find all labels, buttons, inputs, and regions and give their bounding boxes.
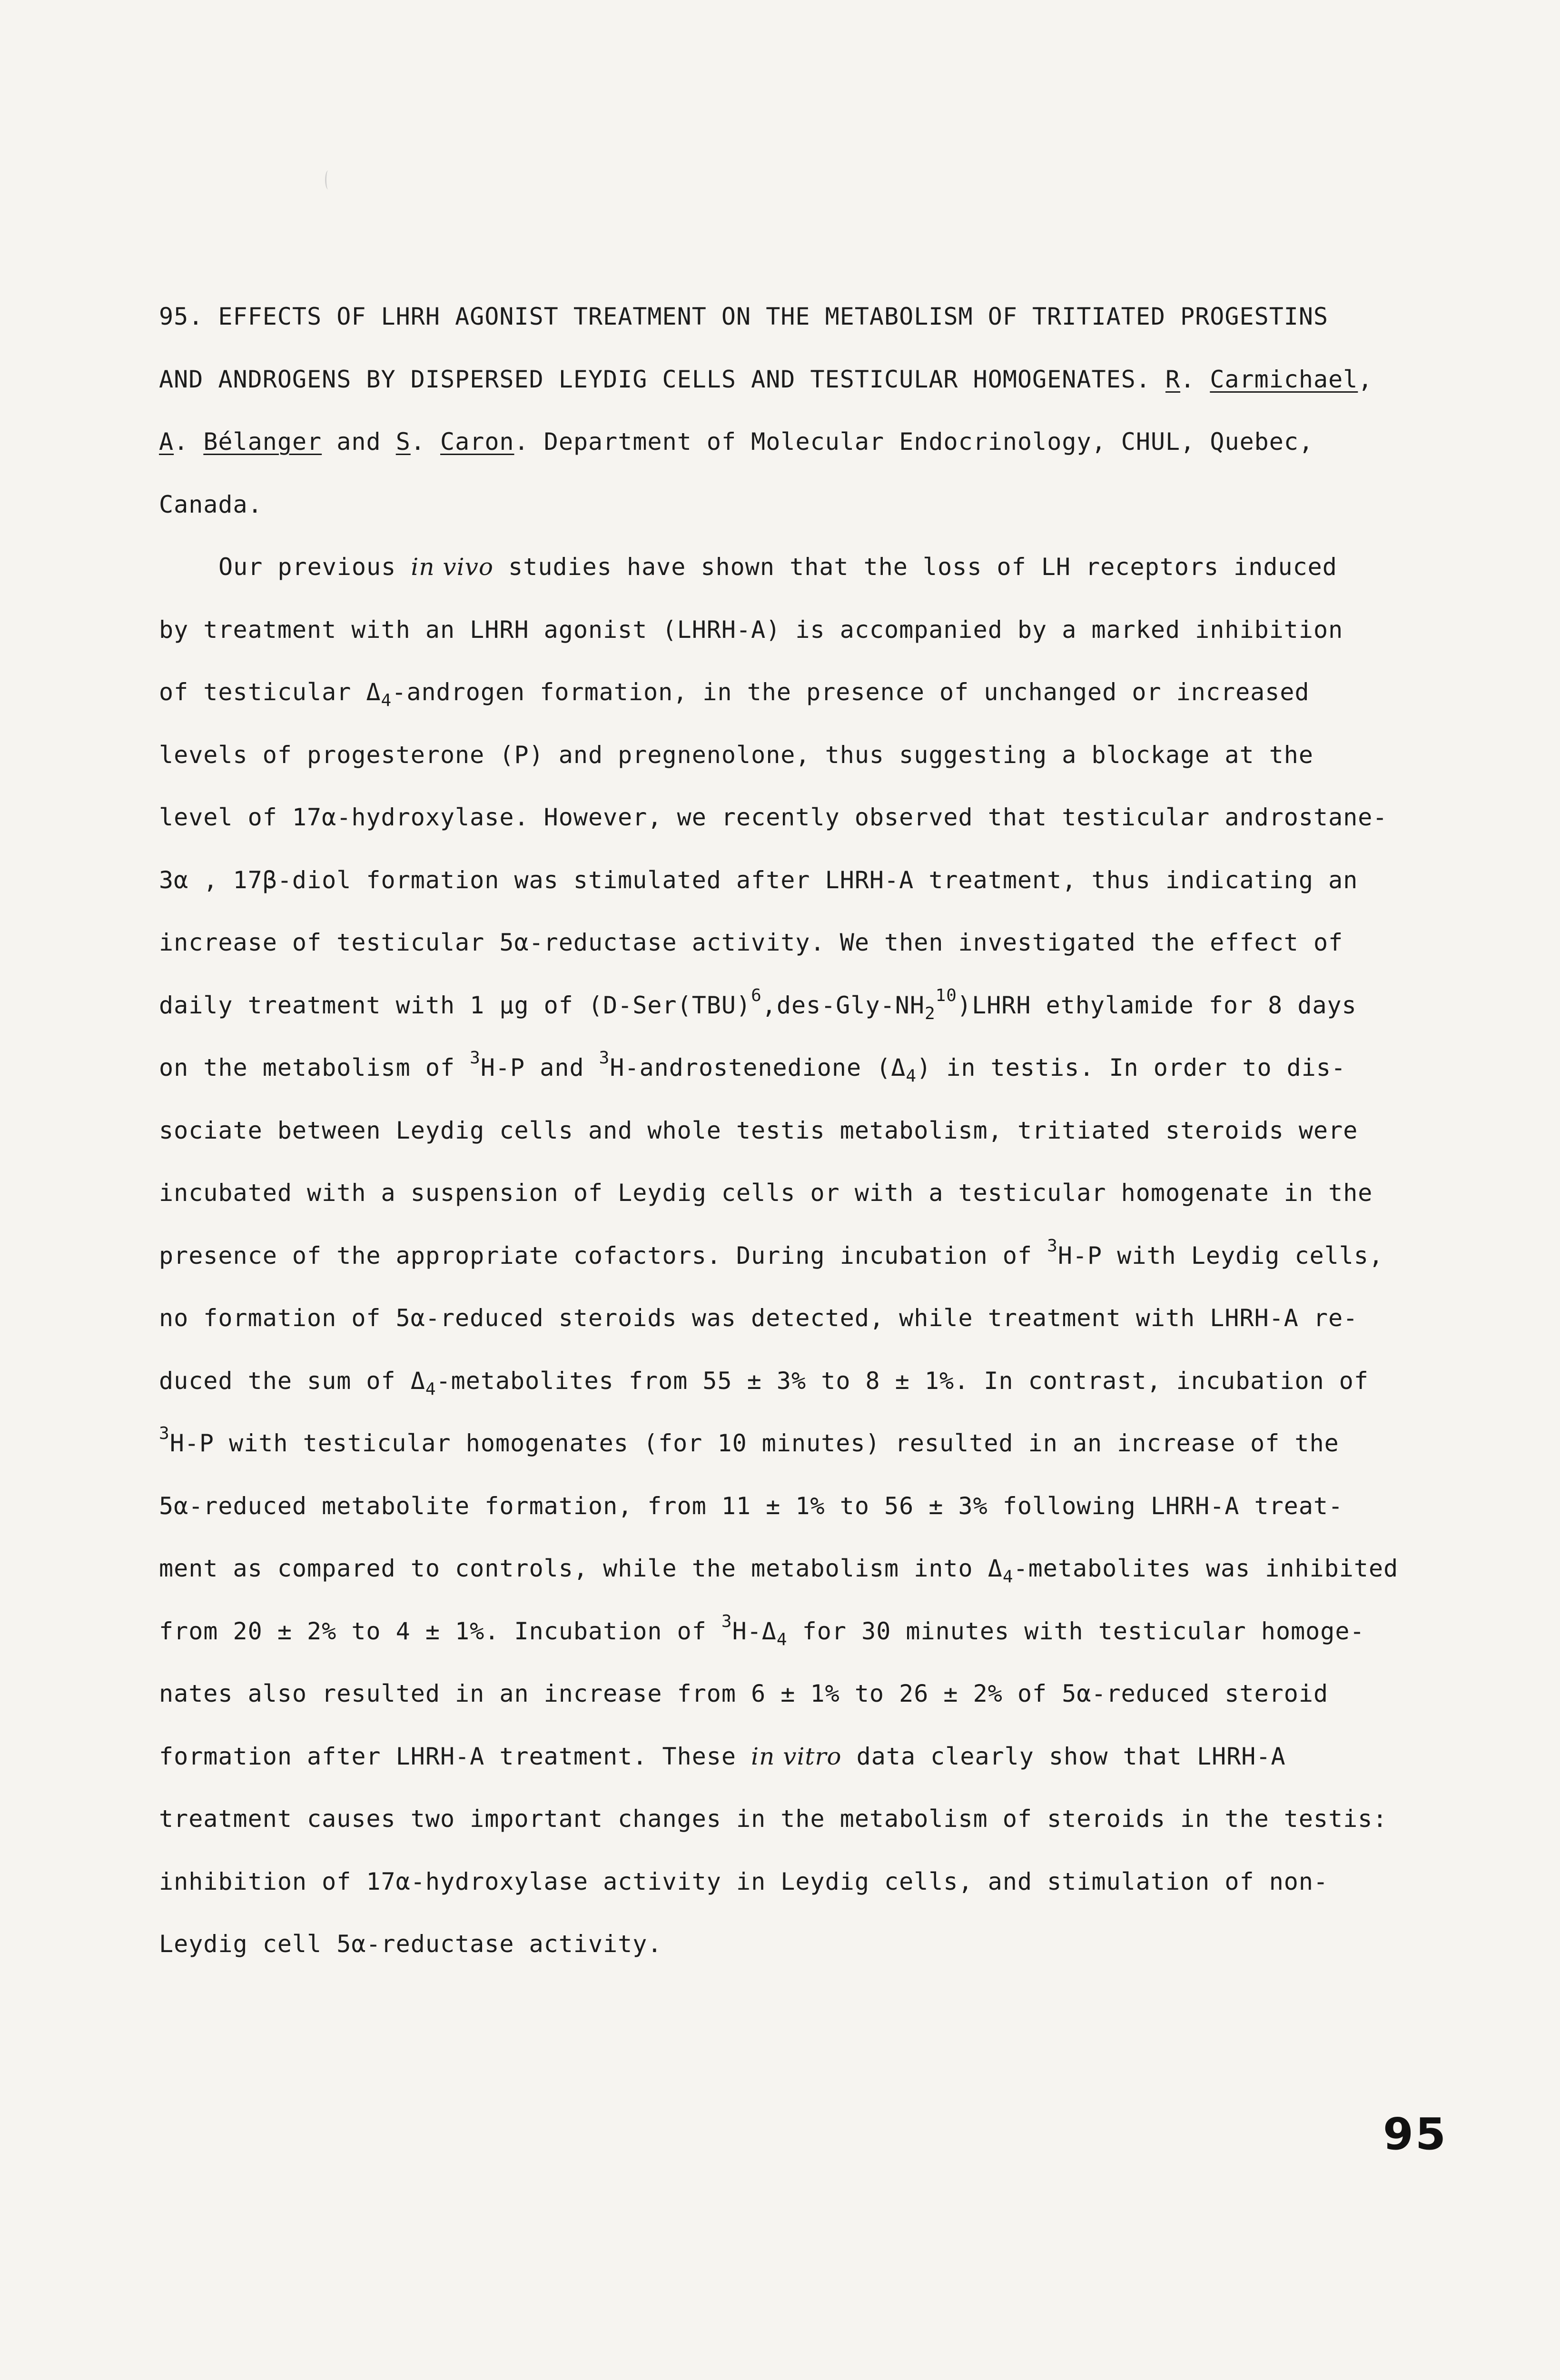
superscript: 3 [470,1048,481,1068]
body-line [159,536,1482,599]
body-text: treatment causes two important changes in the metabolism of steroids in the testis: [159,1805,1388,1833]
body-line [159,1851,1482,1914]
body-text: studies have shown that the loss of LH receptors induced [508,553,1337,581]
authors-conjunction: and [336,428,381,456]
body-line [159,1663,1482,1726]
italic-term: in vivo [411,553,494,581]
author-name: Carmichael [1210,365,1358,393]
body-text: level of 17α-hydroxylase. However, we recently observed that testicular androstane- [159,803,1388,831]
affiliation-line [159,474,1482,536]
body-text: on the metabolism of [159,1054,470,1081]
body-line [159,849,1482,912]
subscript: 2 [924,1003,936,1023]
body-line [159,1412,1482,1475]
body-text: incubated with a suspension of Leydig cells or with a testicular homogenate in the [159,1179,1373,1207]
superscript: 3 [599,1048,610,1068]
body-line [159,599,1482,662]
body-text: duced the sum of Δ [159,1367,425,1395]
body-text: increase of testicular 5α-reductase activity. We then investigated the effect of [159,929,1343,956]
body-text: Our previous [218,553,396,581]
body-text: by treatment with an LHRH agonist (LHRH-A) is accompanied by a marked inhibition [159,615,1343,644]
superscript: 3 [159,1424,170,1443]
author-name: Bélanger [203,428,322,456]
body-text: H-P with testicular homogenates (for 10 minutes) resulted in an increase of the [169,1429,1339,1457]
body-text: presence of the appropriate cofactors. During incubation of [159,1241,1047,1269]
abstract-title-text: EFFECTS OF LHRH AGONIST TREATMENT ON THE METABOLISM OF TRITIATED PROGESTINS [218,303,1329,330]
body-text: inhibition of 17α-hydroxylase activity in Leydig cells, and stimulation of non- [159,1867,1329,1895]
body-text: nates also resulted in an increase from 6 ± 1% to 26 ± 2% of 5α-reduced steroid [159,1680,1329,1707]
body-line [159,1475,1482,1538]
body-line [159,1913,1482,1976]
affiliation-country: Canada. [159,490,263,518]
body-text: levels of progesterone (P) and pregnenolone, thus suggesting a blockage at the [159,741,1313,769]
italic-term: in vitro [751,1742,842,1770]
body-line [159,1350,1482,1413]
body-text: -metabolites was inhibited [1013,1555,1399,1582]
body-line [159,974,1482,1037]
body-text: data clearly show that LHRH-A [856,1742,1286,1770]
body-line [159,786,1482,849]
subscript: 4 [425,1379,436,1399]
body-line [159,1162,1482,1225]
superscript: 6 [751,985,762,1005]
body-line [159,1537,1482,1600]
abstract-title-line [159,286,1482,348]
body-line [159,724,1482,787]
abstract-title-line: AND ANDROGENS BY DISPERSED LEYDIG CELLS AND TESTICULAR HOMOGENATES. R. Carmichael, [159,365,1373,393]
pencil-mark [325,170,331,189]
body-line [159,1225,1482,1288]
body-text: of testicular Δ [159,678,381,706]
body-text: ment as compared to controls, while the metabolism into Δ [159,1555,1003,1582]
body-line [159,1600,1482,1663]
body-text: sociate between Leydig cells and whole testis metabolism, tritiated steroids were [159,1116,1358,1144]
subscript: 4 [776,1629,788,1649]
body-text: Leydig cell 5α-reductase activity. [159,1930,662,1958]
abstract-title-text: AND ANDROGENS BY DISPERSED LEYDIG CELLS AND TESTICULAR HOMOGENATES. [159,365,1151,393]
page-number: 95 [1383,2109,1448,2160]
subscript: 4 [906,1066,917,1086]
body-text: H-P with Leydig cells, [1057,1241,1384,1269]
body-text: 5α-reduced metabolite formation, from 11 ± 1% to 56 ± 3% following LHRH-A treat- [159,1492,1343,1520]
body-line [159,1287,1482,1350]
body-text: H-androstenedione (Δ [610,1054,906,1081]
body-text: from 20 ± 2% to 4 ± 1%. Incubation of [159,1617,721,1645]
authors-line: A. Bélanger and S. Caron. Department of Molecular Endocrinology, CHUL, Quebec, [159,428,1314,456]
subscript: 4 [1002,1567,1014,1587]
body-text: for 30 minutes with testicular homoge- [787,1617,1365,1645]
body-text: H-P and [480,1054,599,1081]
body-text: )LHRH ethylamide for 8 days [957,991,1357,1019]
body-line [159,661,1482,724]
body-line [159,1100,1482,1162]
abstract-number: 95. [159,303,204,330]
author-initial: A [159,428,174,456]
body-text: H-Δ [732,1617,777,1645]
body-line [159,1788,1482,1851]
body-text: -metabolites from 55 ± 3% to 8 ± 1%. In contrast, incubation of [436,1367,1369,1395]
author-initial: S [395,428,411,456]
abstract [159,286,1482,1976]
superscript: 3 [1047,1236,1058,1256]
author-name: Caron [440,428,514,456]
body-text: 3α , 17β-diol formation was stimulated after LHRH-A treatment, thus indicating an [159,866,1358,894]
subscript: 4 [381,691,392,710]
body-text: ,des-Gly-NH [761,991,925,1019]
body-line [159,912,1482,974]
body-line [159,1726,1482,1788]
body-text: no formation of 5α-reduced steroids was detected, while treatment with LHRH-A re- [159,1304,1358,1332]
author-initial: R [1165,365,1181,393]
affiliation: Department of Molecular Endocrinology, CHUL, Quebec, [543,428,1314,456]
superscript: 3 [721,1611,732,1631]
superscript: 10 [935,985,957,1005]
body-text: -androgen formation, in the presence of unchanged or increased [392,678,1310,706]
body-text: formation after LHRH-A treatment. These [159,1742,736,1770]
body-text: daily treatment with 1 µg of (D-Ser(TBU) [159,991,751,1019]
body-line [159,1037,1482,1100]
body-text: ) in testis. In order to dis- [917,1054,1346,1081]
